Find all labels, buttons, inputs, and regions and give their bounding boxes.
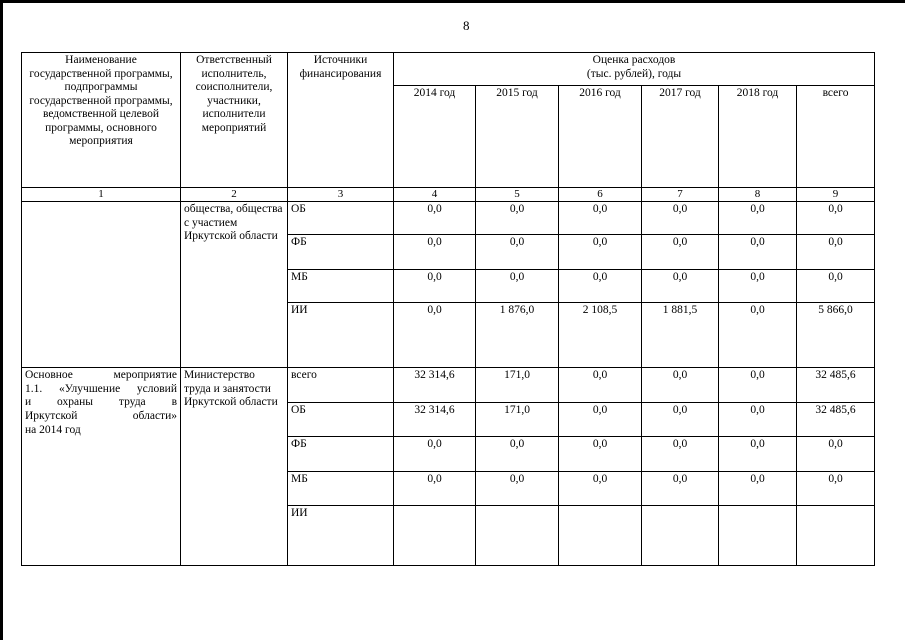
value-cell: 0,0 bbox=[559, 202, 642, 235]
header-group-units: (тыс. рублей), годы bbox=[586, 67, 682, 80]
value-cell: 32 314,6 bbox=[394, 402, 476, 436]
value-cell: 0,0 bbox=[797, 202, 875, 235]
activity-name-line: и охраны труда в bbox=[25, 396, 177, 409]
value-cell: 0,0 bbox=[394, 269, 476, 302]
funding-source: всего bbox=[288, 368, 394, 402]
column-number: 9 bbox=[797, 187, 875, 201]
header-year: 2014 год bbox=[394, 86, 476, 187]
value-cell: 32 485,6 bbox=[797, 368, 875, 402]
header-executor: Ответственный исполнитель, соисполнители, участники, исполнители мероприятий bbox=[181, 53, 288, 188]
value-cell: 0,0 bbox=[394, 303, 476, 368]
value-cell: 1 881,5 bbox=[642, 303, 719, 368]
value-cell: 32 314,6 bbox=[394, 368, 476, 402]
header-expense-estimate bbox=[394, 53, 875, 86]
value-cell: 0,0 bbox=[719, 235, 797, 269]
value-cell: 0,0 bbox=[642, 269, 719, 302]
value-cell: 0,0 bbox=[559, 402, 642, 436]
value-cell: 0,0 bbox=[642, 437, 719, 471]
value-cell: 0,0 bbox=[797, 269, 875, 302]
header-total: всего bbox=[797, 86, 875, 187]
table-row bbox=[22, 202, 875, 235]
funding-source: МБ bbox=[288, 471, 394, 505]
activity-name-line: на 2014 год bbox=[25, 423, 81, 436]
value-cell bbox=[797, 506, 875, 566]
value-cell: 171,0 bbox=[476, 402, 559, 436]
column-number: 8 bbox=[719, 187, 797, 201]
value-cell: 0,0 bbox=[476, 202, 559, 235]
scan-border-top bbox=[0, 0, 905, 3]
value-cell bbox=[476, 506, 559, 566]
value-cell: 171,0 bbox=[476, 368, 559, 402]
value-cell: 0,0 bbox=[642, 402, 719, 436]
value-cell: 0,0 bbox=[719, 471, 797, 505]
value-cell: 0,0 bbox=[559, 368, 642, 402]
value-cell: 2 108,5 bbox=[559, 303, 642, 368]
value-cell: 0,0 bbox=[719, 437, 797, 471]
header-year: 2015 год bbox=[476, 86, 559, 187]
value-cell: 0,0 bbox=[394, 471, 476, 505]
value-cell bbox=[559, 506, 642, 566]
funding-source: ИИ bbox=[288, 303, 394, 368]
value-cell: 0,0 bbox=[394, 235, 476, 269]
column-numbers-row bbox=[22, 187, 875, 201]
value-cell: 0,0 bbox=[797, 437, 875, 471]
header-group-title: Оценка расходов bbox=[592, 54, 676, 66]
column-number: 6 bbox=[559, 187, 642, 201]
scan-border-left bbox=[0, 0, 3, 640]
value-cell: 0,0 bbox=[797, 471, 875, 505]
value-cell bbox=[394, 506, 476, 566]
value-cell: 0,0 bbox=[476, 235, 559, 269]
funding-source: ФБ bbox=[288, 437, 394, 471]
value-cell: 0,0 bbox=[642, 202, 719, 235]
header-year: 2018 год bbox=[719, 86, 797, 187]
funding-source: ОБ bbox=[288, 202, 394, 235]
table-row bbox=[22, 368, 875, 402]
value-cell: 0,0 bbox=[394, 202, 476, 235]
activity-executor: Министерство труда и занятости Иркутской области bbox=[181, 368, 288, 566]
funding-source: ИИ bbox=[288, 506, 394, 566]
activity-name-line: Иркутской области» bbox=[25, 409, 177, 422]
value-cell bbox=[642, 506, 719, 566]
value-cell: 0,0 bbox=[719, 368, 797, 402]
value-cell: 0,0 bbox=[642, 368, 719, 402]
column-number: 1 bbox=[22, 187, 181, 201]
funding-source: ФБ bbox=[288, 235, 394, 269]
value-cell: 5 866,0 bbox=[797, 303, 875, 368]
header-year: 2017 год bbox=[642, 86, 719, 187]
column-number: 3 bbox=[288, 187, 394, 201]
block1-name bbox=[22, 202, 181, 368]
value-cell: 0,0 bbox=[394, 437, 476, 471]
budget-table bbox=[21, 52, 875, 566]
value-cell: 0,0 bbox=[797, 235, 875, 269]
funding-source: ОБ bbox=[288, 402, 394, 436]
value-cell: 0,0 bbox=[476, 437, 559, 471]
funding-source: МБ bbox=[288, 269, 394, 302]
value-cell bbox=[719, 506, 797, 566]
column-number: 7 bbox=[642, 187, 719, 201]
value-cell: 0,0 bbox=[559, 269, 642, 302]
value-cell: 0,0 bbox=[642, 235, 719, 269]
column-number: 5 bbox=[476, 187, 559, 201]
value-cell: 0,0 bbox=[559, 235, 642, 269]
value-cell: 32 485,6 bbox=[797, 402, 875, 436]
column-number: 4 bbox=[394, 187, 476, 201]
header-year: 2016 год bbox=[559, 86, 642, 187]
activity-name-line: Основное мероприятие bbox=[25, 369, 177, 382]
activity-name-line: 1.1. «Улучшение условий bbox=[25, 382, 177, 395]
value-cell: 0,0 bbox=[719, 303, 797, 368]
header-name: Наименование государственной программы, подпрограммы государственной программы, ведомственной целевой программы, основного мероприятия bbox=[22, 53, 181, 188]
value-cell: 0,0 bbox=[719, 402, 797, 436]
value-cell: 0,0 bbox=[719, 202, 797, 235]
page-number: 8 bbox=[463, 18, 470, 33]
value-cell: 0,0 bbox=[476, 269, 559, 302]
header-funding-source: Источники финансирования bbox=[288, 53, 394, 188]
column-number: 2 bbox=[181, 187, 288, 201]
value-cell: 0,0 bbox=[559, 471, 642, 505]
value-cell: 0,0 bbox=[476, 471, 559, 505]
value-cell: 0,0 bbox=[719, 269, 797, 302]
value-cell: 0,0 bbox=[642, 471, 719, 505]
block1-executor: общества, общества с участием Иркутской области bbox=[181, 202, 288, 368]
activity-name bbox=[22, 368, 181, 566]
value-cell: 0,0 bbox=[559, 437, 642, 471]
value-cell: 1 876,0 bbox=[476, 303, 559, 368]
